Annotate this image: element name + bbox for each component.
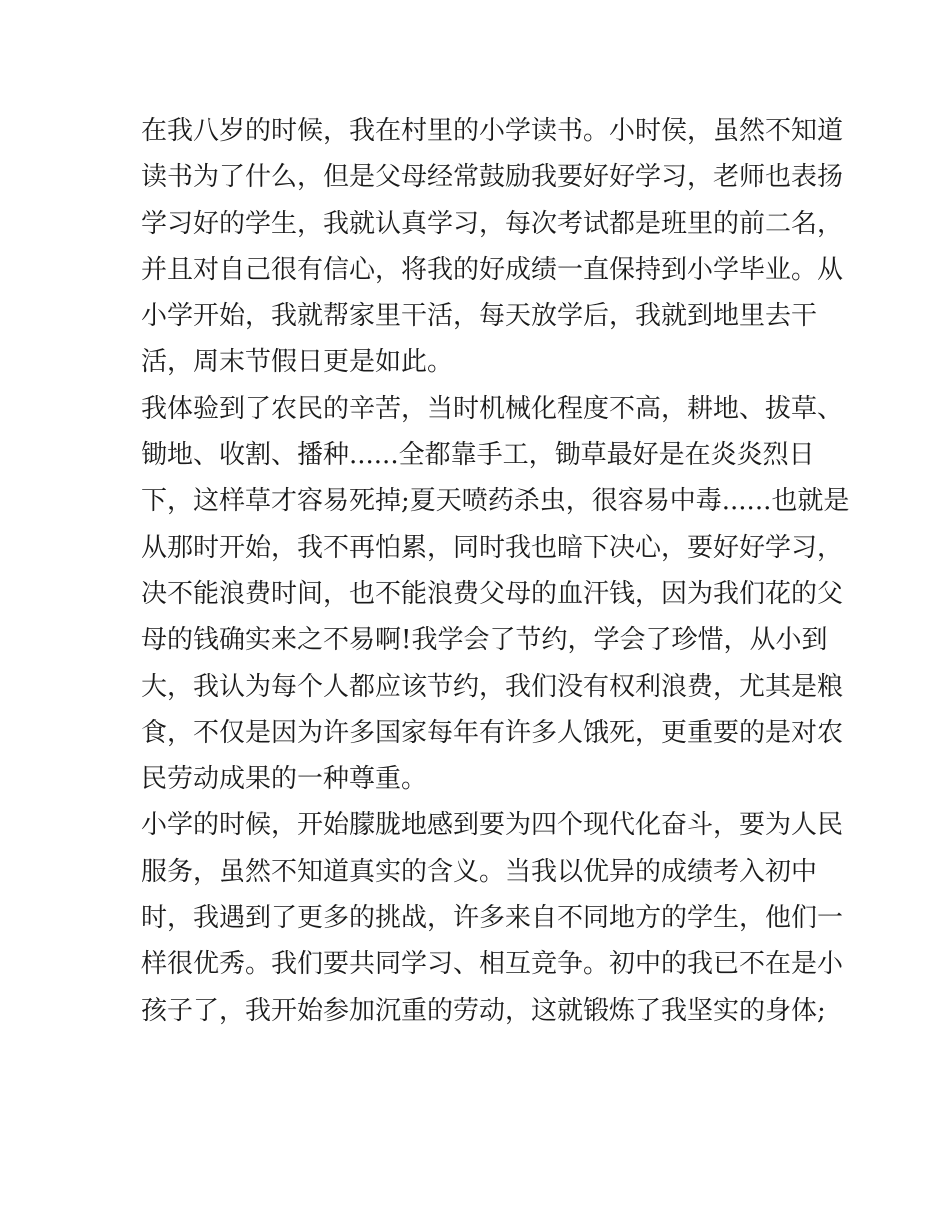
text-line: 样很优秀。我们要共同学习、相互竞争。初中的我已不在是小 (141, 949, 844, 980)
text-line: 我体验到了农民的辛苦，当时机械化程度不高，耕地、拔草、 (141, 393, 844, 424)
text-line: 活，周末节假日更是如此。 (141, 347, 454, 378)
text-line: 在我八岁的时候，我在村里的小学读书。小时侯，虽然不知道 (141, 116, 844, 146)
text-line: 读书为了什么，但是父母经常鼓励我要好好学习，老师也表扬 (141, 162, 844, 193)
text-line: 食，不仅是因为许多国家每年有许多人饿死，更重要的是对农 (141, 717, 844, 748)
text-line: 决不能浪费时间，也不能浪费父母的血汗钱，因为我们花的父 (141, 578, 844, 609)
text-line: 时，我遇到了更多的挑战，许多来自不同地方的学生，他们一 (141, 903, 844, 934)
text-line: 民劳动成果的一种尊重。 (141, 764, 428, 795)
text-line: 并且对自己很有信心，将我的好成绩一直保持到小学毕业。从 (141, 254, 844, 285)
text-line: 从那时开始，我不再怕累，同时我也暗下决心，要好好学习， (141, 532, 844, 563)
text-line: 服务，虽然不知道真实的含义。当我以优异的成绩考入初中 (141, 856, 818, 887)
text-line: 小学的时候，开始朦胧地感到要为四个现代化奋斗，要为人民 (141, 810, 844, 841)
text-line: 下，这样草才容易死掉;夏天喷药杀虫，很容易中毒......也就是 (141, 486, 850, 517)
body-text (141, 108, 850, 1034)
text-line: 母的钱确实来之不易啊!我学会了节约，学会了珍惜，从小到 (141, 625, 828, 656)
text-line: 学习好的学生，我就认真学习，每次考试都是班里的前二名， (141, 208, 844, 239)
text-line: 小学开始，我就帮家里干活，每天放学后，我就到地里去干 (141, 301, 818, 332)
text-line: 孩子了，我开始参加沉重的劳动，这就锻炼了我坚实的身体; (141, 995, 826, 1026)
text-line: 锄地、收割、播种......全都靠手工，锄草最好是在炎炎烈日 (141, 440, 815, 471)
text-line: 大，我认为每个人都应该节约，我们没有权利浪费，尤其是粮 (141, 671, 844, 702)
